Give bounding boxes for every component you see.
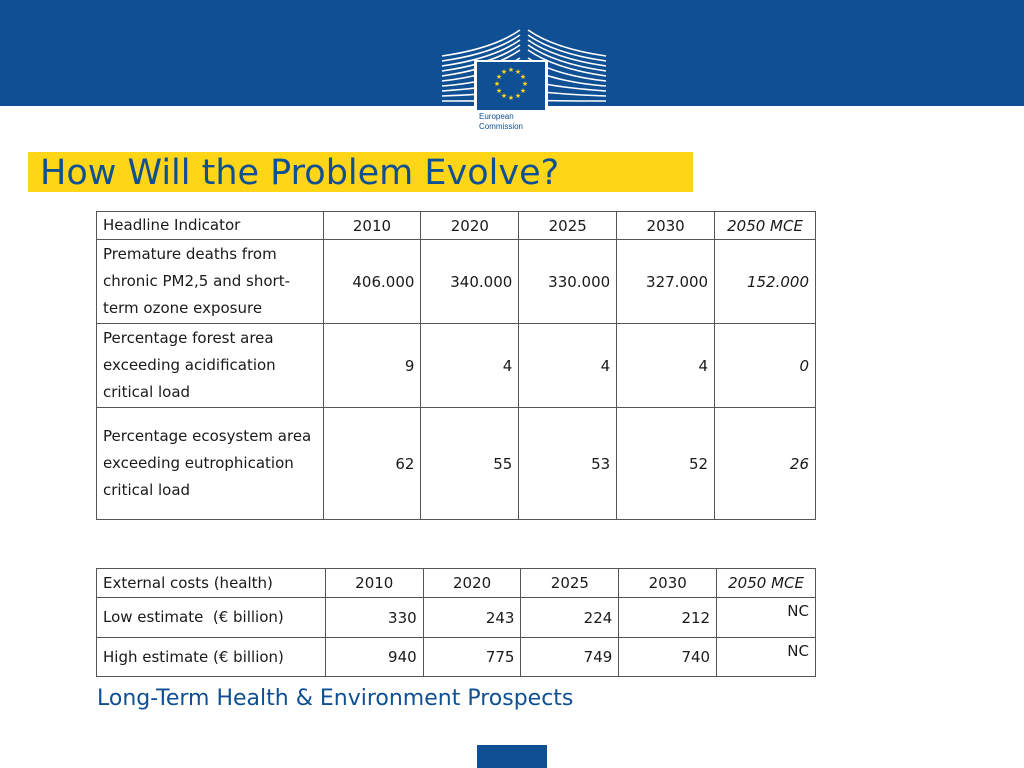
logo-text-line1: European xyxy=(479,112,514,121)
table-header-row xyxy=(97,569,816,598)
svg-text:★: ★ xyxy=(493,80,501,88)
footer-block xyxy=(477,745,547,768)
header-cell: 2010 xyxy=(323,212,421,240)
row-label: High estimate (€ billion) xyxy=(97,638,326,677)
logo-caption xyxy=(476,110,546,142)
slide-subtitle: Long-Term Health & Environment Prospects xyxy=(97,686,574,711)
value-cell: 52 xyxy=(617,408,715,520)
value-cell: NC xyxy=(717,598,816,638)
value-cell: 224 xyxy=(521,598,619,638)
row-label: Low estimate (€ billion) xyxy=(97,598,326,638)
header-cell: 2050 MCE xyxy=(717,569,816,598)
row-label: Percentage ecosystem area exceeding eutrophication critical load xyxy=(97,408,324,520)
table-row xyxy=(97,598,816,638)
value-cell: 4 xyxy=(519,324,617,408)
external-costs-table xyxy=(96,568,816,677)
value-cell: 4 xyxy=(617,324,715,408)
header-cell: Headline Indicator xyxy=(97,212,324,240)
value-cell: 940 xyxy=(325,638,423,677)
header-cell: 2050 MCE xyxy=(715,212,816,240)
value-cell: 0 xyxy=(715,324,816,408)
svg-text:★: ★ xyxy=(521,80,529,88)
header-cell: External costs (health) xyxy=(97,569,326,598)
value-cell: 775 xyxy=(423,638,521,677)
table-row xyxy=(97,638,816,677)
logo-text-line2: Commission xyxy=(479,122,524,131)
value-cell: 330.000 xyxy=(519,240,617,324)
svg-text:★: ★ xyxy=(500,92,508,100)
header-cell: 2020 xyxy=(423,569,521,598)
value-cell: 330 xyxy=(325,598,423,638)
header-cell: 2010 xyxy=(325,569,423,598)
table-row xyxy=(97,240,816,324)
value-cell: 243 xyxy=(423,598,521,638)
svg-text:★: ★ xyxy=(514,92,522,100)
value-cell: NC xyxy=(717,638,816,677)
value-cell: 340.000 xyxy=(421,240,519,324)
header-cell: 2025 xyxy=(519,212,617,240)
slide-title: How Will the Problem Evolve? xyxy=(40,153,560,193)
value-cell: 55 xyxy=(421,408,519,520)
table-row xyxy=(97,408,816,520)
value-cell: 9 xyxy=(323,324,421,408)
headline-indicators-table xyxy=(96,211,816,520)
svg-text:★: ★ xyxy=(495,87,503,95)
value-cell: 26 xyxy=(715,408,816,520)
header-cell: 2020 xyxy=(421,212,519,240)
value-cell: 53 xyxy=(519,408,617,520)
svg-text:★: ★ xyxy=(519,87,527,95)
value-cell: 212 xyxy=(619,598,717,638)
svg-text:★: ★ xyxy=(507,66,515,74)
table-row xyxy=(97,324,816,408)
header-cell: 2030 xyxy=(617,212,715,240)
header-cell: 2025 xyxy=(521,569,619,598)
header-cell: 2030 xyxy=(619,569,717,598)
row-label: Premature deaths from chronic PM2,5 and short-term ozone exposure xyxy=(97,240,324,324)
svg-text:★: ★ xyxy=(500,68,508,76)
svg-text:★: ★ xyxy=(495,73,503,81)
value-cell: 152.000 xyxy=(715,240,816,324)
table-header-row xyxy=(97,212,816,240)
svg-text:★: ★ xyxy=(507,94,515,102)
row-label: Percentage forest area exceeding acidification critical load xyxy=(97,324,324,408)
value-cell: 62 xyxy=(323,408,421,520)
svg-text:★: ★ xyxy=(519,73,527,81)
value-cell: 4 xyxy=(421,324,519,408)
svg-text:★: ★ xyxy=(514,68,522,76)
value-cell: 749 xyxy=(521,638,619,677)
value-cell: 740 xyxy=(619,638,717,677)
value-cell: 327.000 xyxy=(617,240,715,324)
value-cell: 406.000 xyxy=(323,240,421,324)
